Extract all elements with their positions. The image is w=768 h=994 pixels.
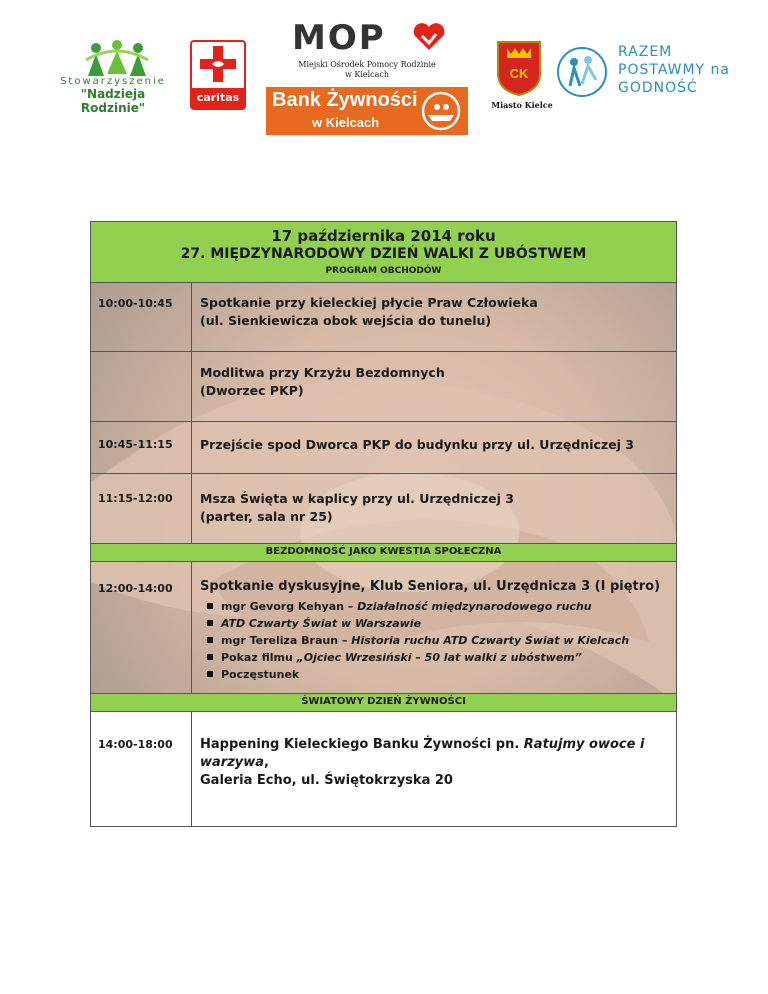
item-italic: Historia ruchu ATD Czwarty Świat w Kielcach [351,634,630,647]
event-date: 17 października 2014 roku [271,227,496,245]
time-cell [91,283,192,351]
caritas-logo [190,40,246,110]
miasto-kielce-logo [490,40,554,120]
razem-postawmy-logo [556,40,731,110]
event-title: 27. MIĘDZYNARODOWY DZIEŃ WALKI Z UBÓSTWEM [180,246,587,262]
section-title: ŚWIATOWY DZIEŃ ŻYWNOŚCI [301,696,466,707]
heart-icon [412,22,446,52]
program-row [91,561,676,693]
nadzieja-small-text: Stowarzyszenie [60,76,166,87]
program-row [91,421,676,473]
time-cell [91,474,192,543]
list-item-continuation [207,615,629,632]
program-row [91,711,676,827]
row-description [200,294,538,330]
caritas-label: caritas [192,88,244,108]
time-cell [91,352,192,421]
row-description [200,490,514,526]
time-cell [91,712,192,827]
row-time: 11:15-12:00 [98,492,173,505]
razem-line-3: GODNOŚĆ [618,80,698,96]
section-header [91,543,676,561]
row-line-2: (ul. Sienkiewicza obok wejścia do tunelu) [200,313,492,328]
program-row [91,282,676,351]
row-line-2: Galeria Echo, ul. Świętokrzyska 20 [200,773,453,788]
mopr-wordmark: MOP [292,18,386,58]
kielce-shield-icon [496,40,542,96]
item-prefix: mgr Gevorg Kehyan – [221,600,358,613]
kielce-shield-text: CK [509,66,529,81]
razem-line-2: POSTAWMY na [618,62,731,78]
item-text: Poczęstunek [221,668,300,681]
item-italic: Działalność międzynarodowego ruchu [357,600,592,613]
list-item [207,666,629,683]
nadzieja-big-text: "Nadzieja Rodzinie" [80,87,146,115]
row-line-2: (Dworzec PKP) [200,383,304,398]
bank-zywnosci-logo [266,87,468,135]
mopr-subtitle-1: Miejski Ośrodek Pomocy Rodzinie [298,60,436,69]
line-italic: Ratujmy owoce i warzywa [200,737,645,770]
program-row [91,473,676,543]
people-circle-icon [556,46,608,98]
program-subtitle: PROGRAM OBCHODÓW [325,266,442,276]
row-line-1: Modlitwa przy Krzyżu Bezdomnych [200,365,445,380]
program-table [90,221,677,827]
row-time: 14:00-18:00 [98,738,173,751]
item-italic: ATD Czwarty Świat w Warszawie [221,617,422,630]
list-item [207,632,629,649]
program-row [91,351,676,421]
mopr-subtitle-2: w Kielcach [344,70,390,79]
line-suffix: , [264,755,269,770]
bank-title: Bank Żywności [272,89,418,111]
bank-subtitle: w Kielcach [312,115,380,130]
item-italic: „Ojciec Wrzesiński – 50 lat walki z ubóstwem” [296,651,582,664]
row-description: Spotkanie dyskusyjne, Klub Seniora, ul. Urzędnicza 3 (I piętro) [200,579,661,594]
row-description [200,736,676,790]
row-description [200,364,445,400]
section-title: BEZDOMNOŚĆ JAKO KWESTIA SPOŁECZNA [265,546,502,557]
people-figures-icon [82,40,152,78]
row-description: Przejście spod Dworca PKP do budynku przy ul. Urzędniczej 3 [200,437,634,452]
nadzieja-text [48,76,178,115]
speaker-list [207,598,629,683]
row-time: 12:00-14:00 [98,582,173,595]
list-item [207,598,629,615]
program-header [91,222,676,282]
bank-emblem-icon [420,91,462,131]
row-line-1: Msza Święta w kaplicy przy ul. Urzędniczej 3 [200,491,514,506]
section-header [91,693,676,711]
mopr-logo [292,18,452,88]
caritas-cross-icon [200,46,236,82]
row-time: 10:45-11:15 [98,438,173,451]
row-line-1: Spotkanie przy kieleckiej płycie Praw Człowieka [200,295,538,310]
list-item [207,649,629,666]
row-line-1 [200,736,676,772]
razem-line-1: RAZEM [618,44,673,60]
row-line-2: (parter, sala nr 25) [200,509,333,524]
row-time: 10:00-10:45 [98,297,173,310]
line-prefix: Happening Kieleckiego Banku Żywności pn. [200,737,524,752]
item-prefix: mgr Tereliza Braun – [221,634,352,647]
kielce-label: Miasto Kielce [491,100,553,110]
item-prefix: Pokaz filmu [221,651,297,664]
